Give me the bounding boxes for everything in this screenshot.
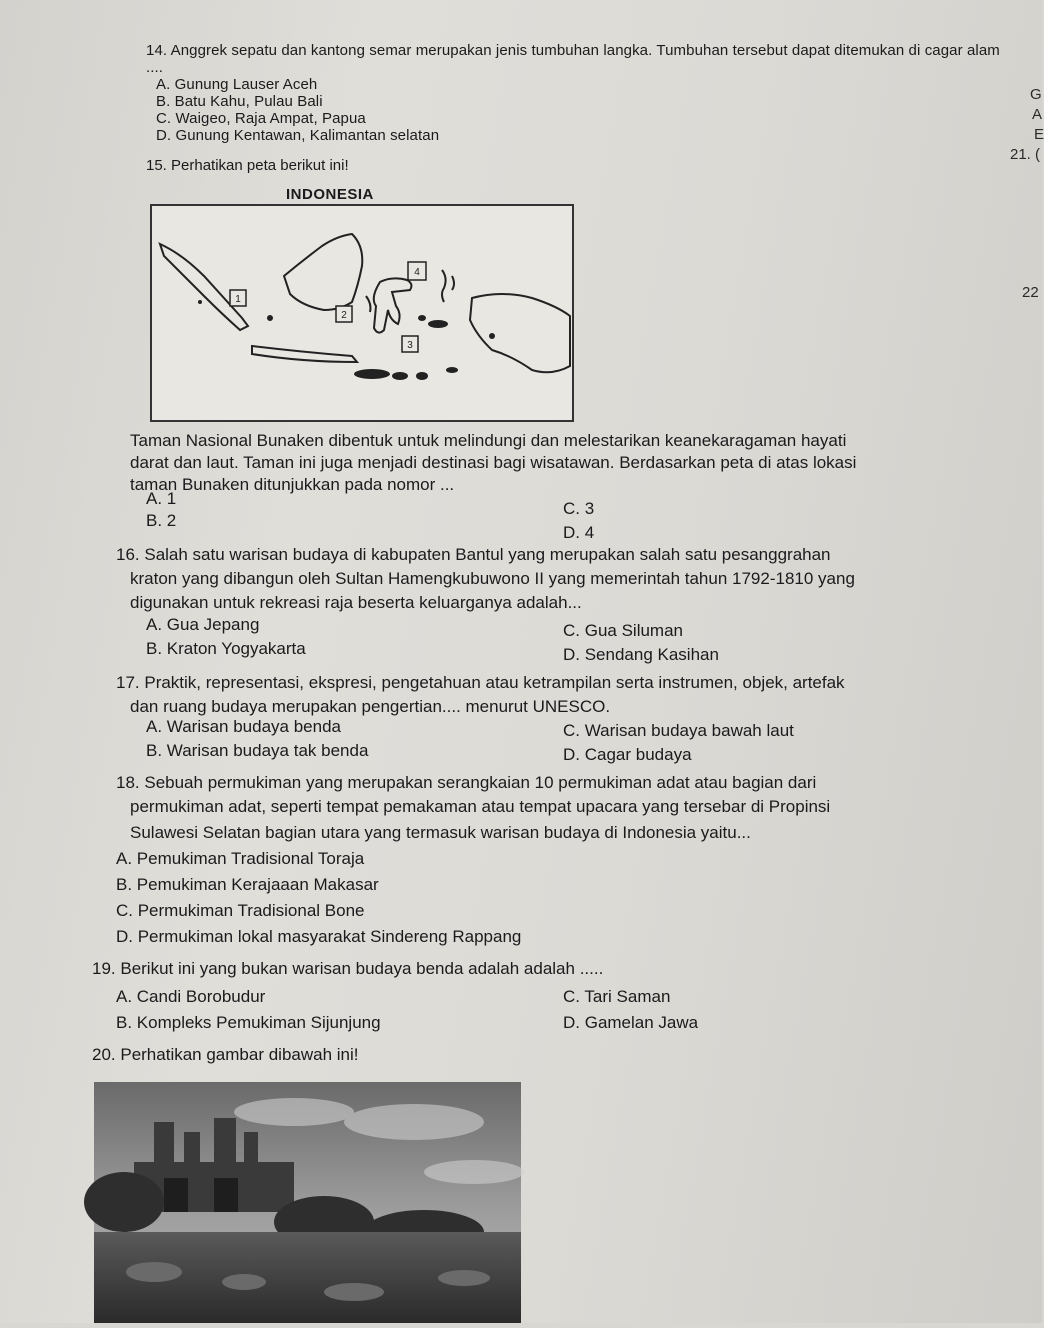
map-label-2: 2 xyxy=(341,310,347,321)
question-15-option-d: D. 4 xyxy=(563,523,595,542)
question-16-line-1: 16. Salah satu warisan budaya di kabupaten Bantul yang merupakan salah satu pesanggrahan xyxy=(116,545,831,564)
question-18-option-a: A. Pemukiman Tradisional Toraja xyxy=(116,849,365,868)
question-17-option-a: A. Warisan budaya benda xyxy=(146,717,341,736)
heritage-site-photo xyxy=(94,1082,521,1323)
question-18-option-b: B. Pemukiman Kerajaaan Makasar xyxy=(116,875,379,894)
question-16-option-a: A. Gua Jepang xyxy=(146,615,260,634)
question-16-option-b: B. Kraton Yogyakarta xyxy=(146,639,306,658)
question-14 xyxy=(146,42,1006,144)
question-15-option-b: B. 2 xyxy=(146,511,177,530)
map-title: INDONESIA xyxy=(286,186,374,203)
question-17-option-c: C. Warisan budaya bawah laut xyxy=(563,721,794,740)
indonesia-map xyxy=(150,204,574,422)
question-17-option-d: D. Cagar budaya xyxy=(563,745,692,764)
question-15-intro: 15. Perhatikan peta berikut ini! xyxy=(146,157,349,174)
question-14-option-b: B. Batu Kahu, Pulau Bali xyxy=(156,93,323,110)
question-19-option-b: B. Kompleks Pemukiman Sijunjung xyxy=(116,1013,381,1032)
sulawesi-extra xyxy=(366,296,371,312)
question-14-option-a: A. Gunung Lauser Aceh xyxy=(156,76,318,93)
sumatra-island xyxy=(160,244,248,330)
map-label-1: 1 xyxy=(235,294,241,305)
indonesia-map-drawing xyxy=(152,206,572,420)
map-label-4: 4 xyxy=(414,267,420,278)
question-16-option-c: C. Gua Siluman xyxy=(563,621,683,640)
question-18-line-1: 18. Sebuah permukiman yang merupakan serangkaian 10 permukiman adat atau bagian dari xyxy=(116,773,817,792)
question-15-option-c: C. 3 xyxy=(563,499,595,518)
question-18-line-3: Sulawesi Selatan bagian utara yang termasuk warisan budaya di Indonesia yaitu... xyxy=(130,823,751,842)
papua-island xyxy=(470,294,570,372)
question-15-stem-line-2: darat dan laut. Taman ini juga menjadi destinasi bagi wisatawan. Berdasarkan peta di atas lokasi xyxy=(130,453,857,472)
question-19-option-d: D. Gamelan Jawa xyxy=(563,1013,699,1032)
question-19-line-1: 19. Berikut ini yang bukan warisan budaya benda adalah adalah ..... xyxy=(92,959,604,978)
kalimantan-island xyxy=(284,234,362,310)
question-14-stem: 14. Anggrek sepatu dan kantong semar merupakan jenis tumbuhan langka. Tumbuhan tersebut dapat ditemukan di cagar alam .... xyxy=(146,42,1000,76)
edge-number-22: 22 xyxy=(1022,284,1039,301)
maluku-islands xyxy=(442,270,454,302)
question-15-option-a: A. 1 xyxy=(146,489,177,508)
question-15-stem-line-3: taman Bunaken ditunjukkan pada nomor ... xyxy=(130,475,455,494)
question-18-line-2: permukiman adat, seperti tempat pemakaman atau tempat upacara yang tersebar di Propinsi xyxy=(130,797,831,816)
java-island xyxy=(252,346,357,362)
edge-letter-g: G xyxy=(1030,86,1042,103)
question-15-stem-line-1: Taman Nasional Bunaken dibentuk untuk melindungi dan melestarikan keanekaragaman hayati xyxy=(130,431,847,450)
question-17-line-1: 17. Praktik, representasi, ekspresi, pengetahuan atau ketrampilan serta instrumen, objek, artefak xyxy=(116,673,845,692)
question-20-line-1: 20. Perhatikan gambar dibawah ini! xyxy=(92,1045,359,1064)
question-17-line-2: dan ruang budaya merupakan pengertian.... menurut UNESCO. xyxy=(130,697,611,716)
question-17-option-b: B. Warisan budaya tak benda xyxy=(146,741,369,760)
sulawesi-island xyxy=(374,278,412,332)
heritage-site-photo-drawing xyxy=(94,1082,521,1323)
question-18-option-c: C. Permukiman Tradisional Bone xyxy=(116,901,365,920)
edge-number-21: 21. ( xyxy=(1010,146,1041,163)
question-18-option-d: D. Permukiman lokal masyarakat Sindereng Rappang xyxy=(116,927,522,946)
question-19-option-c: C. Tari Saman xyxy=(563,987,671,1006)
question-16-option-d: D. Sendang Kasihan xyxy=(563,645,719,664)
question-14-option-d: D. Gunung Kentawan, Kalimantan selatan xyxy=(156,127,440,144)
map-label-3: 3 xyxy=(407,340,413,351)
question-19-option-a: A. Candi Borobudur xyxy=(116,987,266,1006)
edge-letter-b: E xyxy=(1034,126,1044,143)
question-14-option-c: C. Waigeo, Raja Ampat, Papua xyxy=(156,110,366,127)
question-16-line-2: kraton yang dibangun oleh Sultan Hamengkubuwono II yang memerintah tahun 1792-1810 yang xyxy=(130,569,855,588)
question-16-line-3: digunakan untuk rekreasi raja beserta keluarganya adalah... xyxy=(130,593,582,612)
edge-letter-a: A xyxy=(1032,106,1043,123)
